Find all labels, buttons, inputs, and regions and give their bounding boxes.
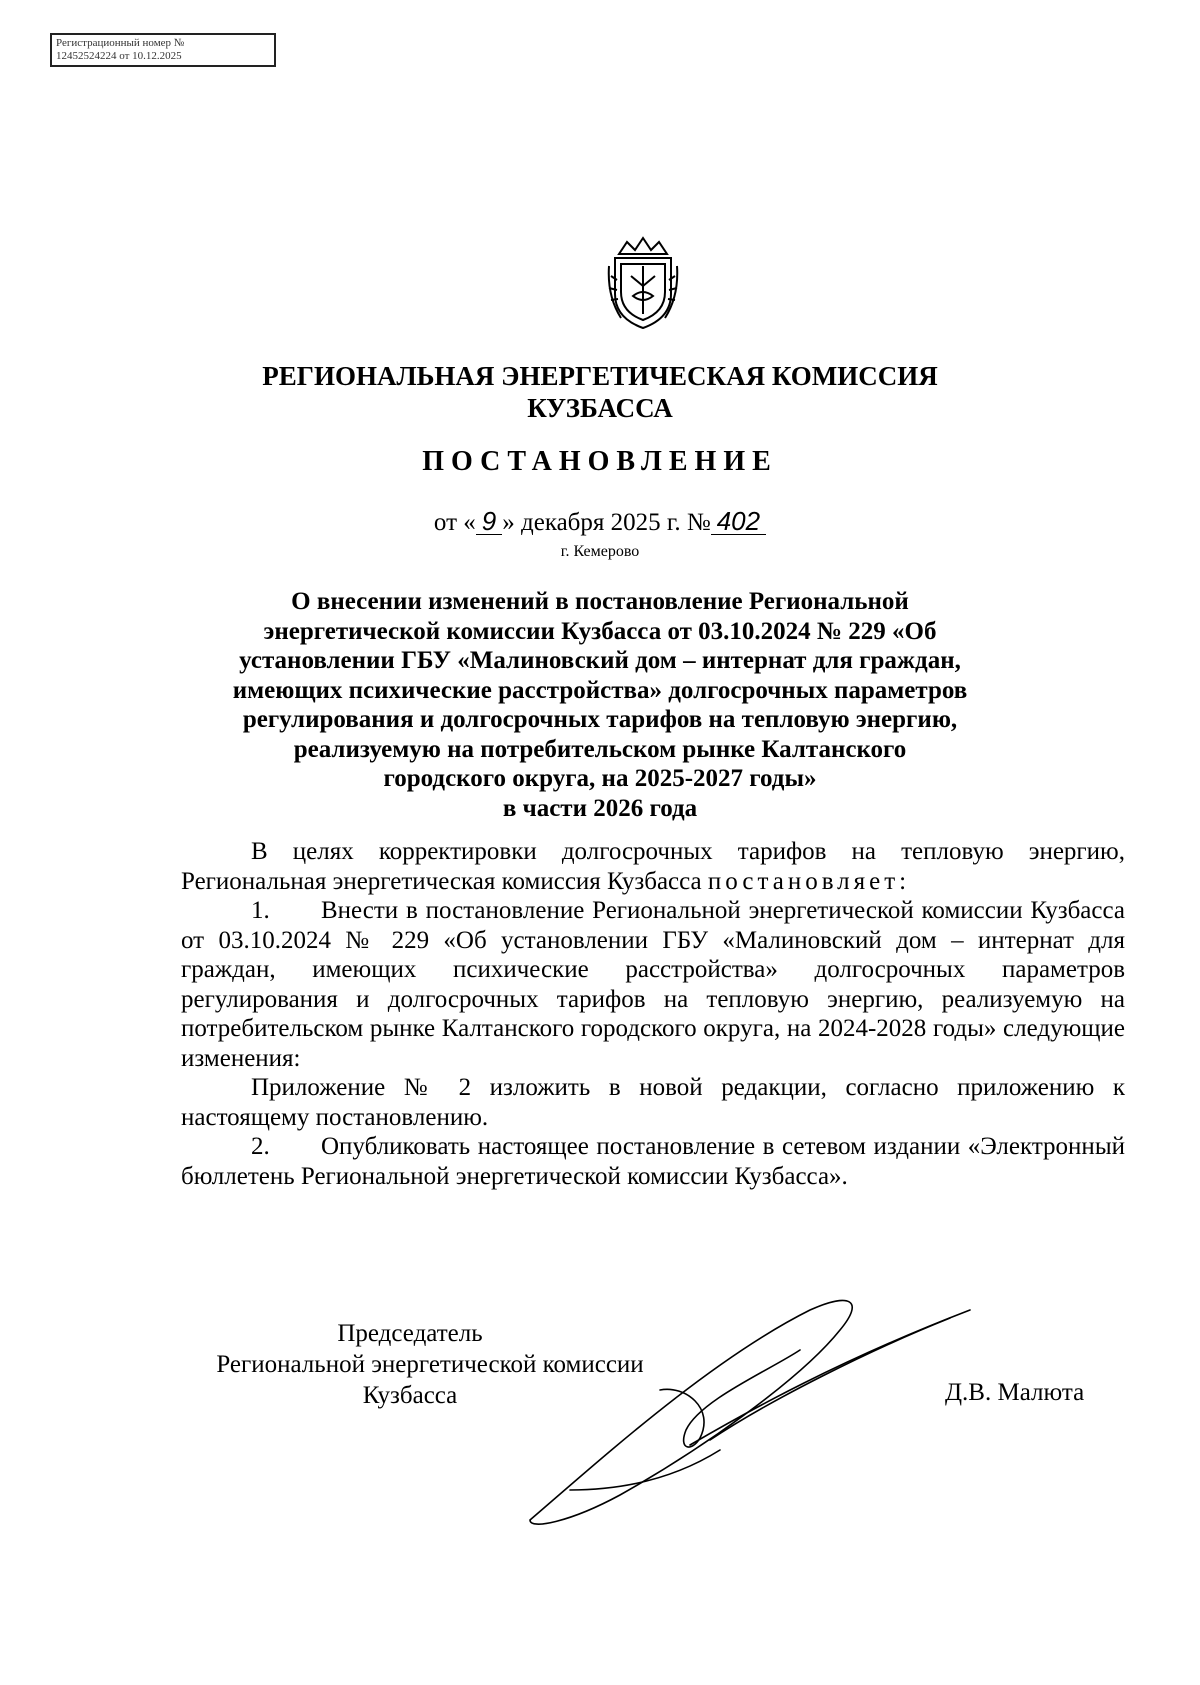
- signatory-title-line-2: Региональной энергетической комиссии: [216, 1351, 644, 1378]
- signatory-title-line-1: Председатель: [337, 1320, 483, 1347]
- resolves-word: постановляет:: [707, 867, 911, 895]
- handwritten-signature: [510, 1290, 980, 1535]
- paragraph-appendix: Приложение № 2 изложить в новой редакции, согласно приложению к настоящему постановлению.: [181, 1074, 1125, 1131]
- subject-line: О внесении изменений в постановление Региональной: [291, 588, 909, 615]
- org-line-2: КУЗБАССА: [527, 393, 673, 423]
- document-body: [181, 837, 1125, 1191]
- subject-line: городского округа, на 2025-2027 годы»: [383, 765, 817, 792]
- registration-stamp: [50, 33, 276, 67]
- stamp-line-2: 12452524224 от 10.12.2025: [56, 50, 182, 62]
- subject-line: в части 2026 года: [502, 794, 698, 822]
- document-type: ПОСТАНОВЛЕНИЕ: [422, 446, 778, 477]
- item-number: 2.: [251, 1133, 270, 1160]
- document-subject: [180, 587, 1020, 823]
- signatory-name: Д.В. Малюта: [945, 1379, 1085, 1406]
- kuzbass-coat-of-arms-icon: [605, 236, 681, 332]
- stamp-line-1: Регистрационный номер №: [56, 37, 185, 49]
- date-prefix: от «: [433, 509, 476, 536]
- subject-line: имеющих психические расстройства» долгосрочных параметров: [232, 676, 968, 704]
- signatory-title-line-3: Кузбасса: [362, 1382, 458, 1409]
- org-line-1: РЕГИОНАЛЬНАЯ ЭНЕРГЕТИЧЕСКАЯ КОМИССИЯ: [262, 361, 938, 391]
- subject-line: энергетической комиссии Кузбасса от 03.10.2024 № 229 «Об: [263, 617, 937, 645]
- organization-name: [0, 360, 1200, 424]
- paragraph-item-2: 2. Опубликовать настоящее постановление в сетевом издании «Электронный бюллетень Региональной энергетической комиссии Кузбасса».: [181, 1133, 1125, 1190]
- subject-line: реализуемую на потребительском рынке Калтанского: [293, 735, 907, 763]
- subject-line: регулирования и долгосрочных тарифов на тепловую энергию,: [242, 706, 958, 733]
- date-day: 9: [476, 508, 502, 535]
- subject-line: установлении ГБУ «Малиновский дом – интернат для граждан,: [239, 647, 961, 674]
- document-number: 402: [711, 508, 766, 535]
- paragraph-preamble: В целях корректировки долгосрочных тарифов на тепловую энергию, Региональная энергетическая комиссия Кузбасса постановляет:: [181, 838, 1125, 895]
- paragraph-item-1: 1. Внести в постановление Региональной энергетической комиссии Кузбасса от 03.10.2024 № 229 «Об установлении ГБУ «Малиновский дом – интернат для граждан, имеющих психические расстройства» долгосрочных параметров регулирования и долгосрочных тарифов на тепловую энергию, реализуемую на потребительском рынке Калтанского городского округа, на 2024-2028 годы» следующие изменения:: [181, 897, 1125, 1072]
- date-middle: » декабря 2025 г. №: [502, 509, 711, 536]
- date-line: [0, 508, 1200, 537]
- city: г. Кемерово: [560, 543, 640, 560]
- item-number: 1.: [251, 897, 270, 924]
